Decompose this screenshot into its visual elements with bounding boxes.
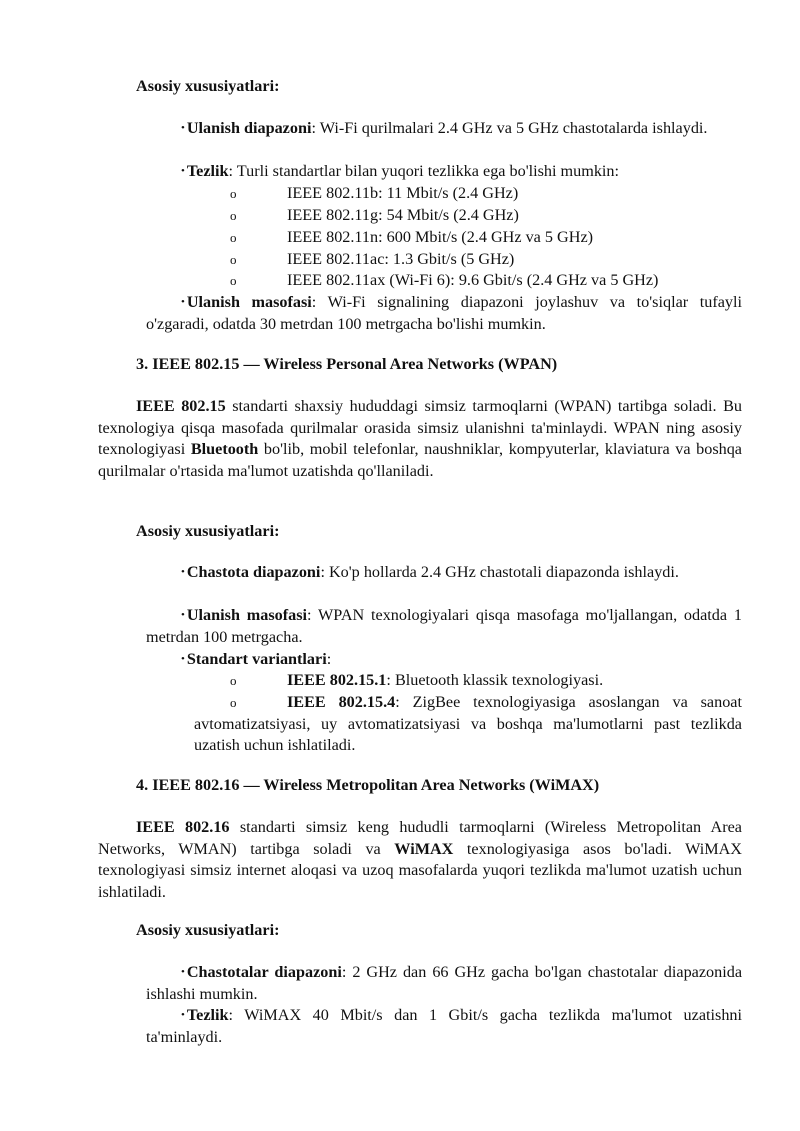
bullet-wimax-frequency xyxy=(146,962,742,1005)
sub-item-content xyxy=(194,692,742,757)
sub-item-text: IEEE 802.11ac: 1.3 Gbit/s (5 GHz) xyxy=(287,250,515,268)
bullet-wifi-speed xyxy=(146,161,742,183)
sub-item-802-11ac xyxy=(194,249,742,271)
section-title-wimax: 4. IEEE 802.16 — Wireless Metropolitan Area Networks (WiMAX) xyxy=(136,776,600,794)
bullet-icon: • xyxy=(181,122,185,134)
bullet-text: : Wi-Fi qurilmalari 2.4 GHz va 5 GHz chastotalarda ishlaydi. xyxy=(311,119,708,137)
paragraph-text: standarti simsiz keng hududli tarmoqlarni (Wireless Metropolitan Area Networks, WMAN) tartibga soladi va xyxy=(98,818,742,858)
bullet-icon: • xyxy=(181,566,185,578)
features-heading-wpan: Asosiy xususiyatlari: xyxy=(136,522,280,540)
sub-item-text: IEEE 802.11n: 600 Mbit/s (2.4 GHz va 5 GHz) xyxy=(287,228,594,246)
bullet-icon: • xyxy=(181,609,185,621)
bold-term: WiMAX xyxy=(394,839,454,858)
sub-item-term: IEEE 802.15.1 xyxy=(287,671,387,689)
circle-bullet-icon: o xyxy=(230,208,237,223)
circle-bullet-icon: o xyxy=(230,673,237,688)
bold-term: Bluetooth xyxy=(190,440,259,459)
bullet-text: : Turli standartlar bilan yuqori tezlikka ega bo'lishi mumkin: xyxy=(228,162,620,180)
bullet-term: Chastota diapazoni xyxy=(186,563,321,581)
sub-item-text: IEEE 802.11ax (Wi-Fi 6): 9.6 Gbit/s (2.4 GHz va 5 GHz) xyxy=(287,271,659,289)
sub-item-802-11n xyxy=(194,227,742,249)
bullet-wimax-speed xyxy=(146,1005,742,1048)
bullet-term: Chastotalar diapazoni xyxy=(186,963,342,981)
sub-item-text: : ZigBee texnologiyasiga asoslangan va sanoat avtomatizatsiyasi, uy avtomatizatsiyasi va boshqa ma'lumotlarni past tezlikda uzatish uchun ishlatiladi. xyxy=(194,693,742,755)
sub-item-content xyxy=(194,670,742,692)
bullet-icon: • xyxy=(181,653,185,665)
bullet-term: Ulanish masofasi xyxy=(186,606,308,624)
circle-bullet-icon: o xyxy=(230,695,237,710)
features-heading-wimax: Asosiy xususiyatlari: xyxy=(136,921,280,939)
circle-bullet-icon: o xyxy=(230,230,237,245)
bullet-wifi-range xyxy=(146,118,742,140)
sub-item-text: : Bluetooth klassik texnologiyasi. xyxy=(386,671,604,689)
sub-item-802-11b xyxy=(194,183,742,205)
bullet-text: : xyxy=(326,650,332,668)
sub-item-text: IEEE 802.11g: 54 Mbit/s (2.4 GHz) xyxy=(287,206,519,224)
bold-term: IEEE 802.15 xyxy=(136,397,226,415)
bullet-text: : WiMAX 40 Mbit/s dan 1 Gbit/s gacha tezlikda ma'lumot uzatishni ta'minlaydi. xyxy=(146,1006,742,1046)
circle-bullet-icon: o xyxy=(230,273,237,288)
sub-item-802-15-1 xyxy=(194,670,742,692)
bullet-wpan-distance xyxy=(146,605,742,648)
bullet-term: Ulanish masofasi xyxy=(186,293,312,311)
bullet-text: : Ko'p hollarda 2.4 GHz chastotali diapazonda ishlaydi. xyxy=(320,563,679,581)
bullet-text: : WPAN texnologiyalari qisqa masofaga mo'ljallangan, odatda 1 metrdan 100 metrgacha. xyxy=(146,606,742,646)
sub-item-term: IEEE 802.15.4 xyxy=(287,693,396,711)
section-title-wpan: 3. IEEE 802.15 — Wireless Personal Area Networks (WPAN) xyxy=(136,355,558,373)
bullet-text: : 2 GHz dan 66 GHz gacha bo'lgan chastotalar diapazonida ishlashi mumkin. xyxy=(146,963,742,1003)
circle-bullet-icon: o xyxy=(230,252,237,267)
paragraph-wimax xyxy=(98,817,742,903)
bullet-wpan-frequency xyxy=(146,562,742,584)
bullet-term: Standart variantlari xyxy=(186,650,327,668)
circle-bullet-icon: o xyxy=(230,186,237,201)
sub-item-text: IEEE 802.11b: 11 Mbit/s (2.4 GHz) xyxy=(287,184,519,202)
bullet-text: : Wi-Fi signalining diapazoni joylashuv va to'siqlar tufayli o'zgaradi, odatda 30 metrdan 100 metrgacha bo'lishi mumkin. xyxy=(146,293,742,333)
bullet-wifi-distance xyxy=(146,292,742,335)
bullet-icon: • xyxy=(181,966,185,978)
sub-item-802-15-4 xyxy=(194,692,742,757)
sub-item-802-11g xyxy=(194,205,742,227)
bullet-icon: • xyxy=(181,165,185,177)
paragraph-text: texnologiyasiga asos bo'ladi. WiMAX texnologiyasi simsiz internet aloqasi va uzoq masofalarda yuqori tezlikda ma'lumot uzatish uchun ishlatiladi. xyxy=(98,839,742,901)
sub-item-802-11ax xyxy=(194,270,742,292)
features-heading-wifi: Asosiy xususiyatlari: xyxy=(136,77,280,95)
paragraph-text: standarti shaxsiy hududdagi simsiz tarmoqlarni (WPAN) tartibga soladi. Bu texnologiya qisqa masofada qurilmalar orasida simsiz ulanishni ta'minlaydi. WPAN ning asosiy texnologiyasi xyxy=(98,397,742,459)
paragraph-text: bo'lib, mobil telefonlar, naushniklar, kompyuterlar, klaviatura va boshqa qurilmalar o'rtasida ma'lumot uzatishda qo'llaniladi. xyxy=(98,440,742,480)
bold-term: IEEE 802.16 xyxy=(136,818,230,836)
bullet-icon: • xyxy=(181,1009,185,1021)
paragraph-wpan xyxy=(98,396,742,482)
bullet-term: Ulanish diapazoni xyxy=(186,119,312,137)
bullet-term: Tezlik xyxy=(186,162,229,180)
bullet-wpan-variants xyxy=(146,649,742,671)
bullet-term: Tezlik xyxy=(186,1006,229,1024)
bullet-icon: • xyxy=(181,296,185,308)
